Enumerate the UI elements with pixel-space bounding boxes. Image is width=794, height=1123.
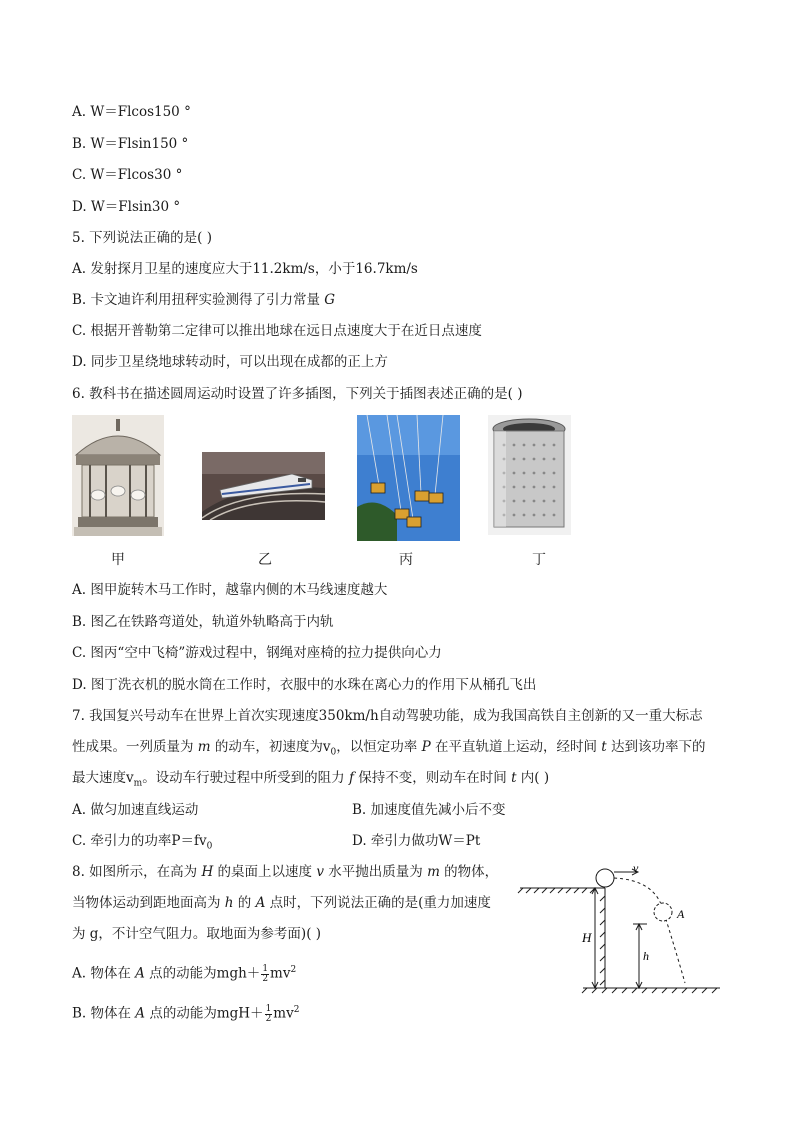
- q5-option-b-text: B. 卡文迪许利用扭秤实验测得了引力常量: [72, 292, 325, 308]
- q8-var-h: h: [224, 895, 234, 911]
- q8-var-H: H: [201, 864, 214, 880]
- q7-var-p: P: [421, 739, 431, 755]
- carousel-image: [72, 415, 164, 536]
- q7-option-d: D. 牵引力做功W＝Pt: [352, 833, 481, 849]
- q7-option-c-text: C. 牵引力的功率P＝fv: [72, 833, 207, 849]
- q5-stem: 5. 下列说法正确的是( ): [72, 230, 212, 246]
- q4-option-c: C. W＝Flcos30 °: [72, 167, 183, 183]
- q7-stem-line2: [72, 737, 705, 763]
- q8-option-a-text: A. 物体在: [72, 965, 136, 982]
- q7-option-b: B. 加速度值先减小后不变: [352, 802, 506, 818]
- q6-option-a: A. 图甲旋转木马工作时，越靠内侧的木马线速度越大: [72, 582, 388, 598]
- q8-stem-line3: 为 g，不计空气阻力。取地面为参考面)( ): [72, 926, 322, 942]
- q7-text: 达到该功率下的: [606, 739, 706, 755]
- q7-option-c-sub: 0: [206, 841, 213, 852]
- fig-label-v: v: [633, 861, 639, 875]
- table-hatch: [518, 888, 595, 893]
- q8-option-b-text: B. 物体在: [72, 1005, 136, 1022]
- q8-option-a-text: 点的动能为mgh＋: [144, 965, 261, 982]
- q7-text: 。设动车行驶过程中所受到的阻力: [142, 770, 349, 786]
- q7-text: 最大速度v: [72, 770, 134, 786]
- q7-text: 性成果。一列质量为: [72, 739, 198, 755]
- fraction-numerator: 1: [265, 1003, 272, 1014]
- q6-stem: 6. 教科书在描述圆周运动时设置了许多插图，下列关于插图表述正确的是( ): [72, 386, 523, 402]
- q7-text: 保持不变，则动车在时间: [353, 770, 512, 786]
- q6-option-d: D. 图丁洗衣机的脱水筒在工作时，衣服中的水珠在离心力的作用下从桶孔飞出: [72, 677, 537, 693]
- q8-var-v: v: [316, 864, 324, 880]
- q7-text: 的动车，初速度为v: [210, 739, 331, 755]
- q8-text: 的物体，: [439, 864, 499, 880]
- q8-var-A: A: [255, 895, 266, 911]
- q7-var-t: t: [601, 739, 607, 755]
- q4-option-d: D. W＝Flsin30 °: [72, 199, 181, 215]
- fraction-denominator: 2: [265, 1013, 272, 1024]
- q7-sub: 0: [330, 747, 337, 758]
- q8-option-a-var: A: [135, 965, 145, 982]
- q5-option-b-var: G: [324, 292, 336, 308]
- q8-option-a-sup: 2: [290, 965, 297, 975]
- q7-stem-line3: [72, 768, 549, 794]
- q8-text: 的: [233, 895, 256, 911]
- fraction: [265, 1005, 273, 1024]
- q7-var-f: f: [348, 770, 354, 786]
- q5-option-b: [72, 290, 335, 310]
- q6-option-b: B. 图乙在铁路弯道处，轨道外轨略高于内轨: [72, 614, 334, 630]
- q8-text: 点时，下列说法正确的是(重力加速度: [265, 895, 491, 911]
- q8-option-b-var: A: [135, 1005, 146, 1022]
- caption-bing: 丙: [399, 552, 413, 568]
- q7-var-t: t: [511, 770, 517, 786]
- q4-option-b: B. W＝Flsin150 °: [72, 136, 189, 152]
- fraction-numerator: 1: [262, 963, 269, 974]
- q7-text: 内( ): [516, 770, 550, 786]
- projectile-diagram: [515, 858, 725, 998]
- fig-label-h: h: [643, 949, 649, 963]
- q8-option-a-text: mv: [270, 965, 291, 982]
- q7-sub: m: [133, 778, 143, 789]
- q8-text: 的桌面上以速度: [213, 864, 317, 880]
- q8-option-b-text: 点的动能为mgH＋: [145, 1005, 264, 1022]
- caption-jia: 甲: [111, 552, 125, 568]
- q7-var-m: m: [197, 739, 211, 755]
- train-image: [202, 452, 325, 520]
- q8-text: 水平抛出质量为: [323, 864, 428, 880]
- q6-option-c: C. 图丙“空中飞椅”游戏过程中，钢绳对座椅的拉力提供向心力: [72, 645, 442, 661]
- fig-label-H: H: [582, 930, 592, 945]
- swing-ride-image: [357, 415, 460, 541]
- caption-yi: 乙: [258, 552, 272, 568]
- q8-option-b-sup: 2: [293, 1005, 300, 1015]
- fig-label-A: A: [677, 907, 685, 921]
- q8-option-b-text: mv: [273, 1005, 294, 1022]
- q5-option-a: A. 发射探月卫星的速度应大于11.2km/s，小于16.7km/s: [72, 261, 418, 277]
- q7-option-c: [72, 831, 212, 857]
- q8-var-m: m: [427, 864, 440, 880]
- spin-drum-image: [488, 415, 571, 535]
- q7-stem-line1: 7. 我国复兴号动车在世界上首次实现速度350km/h自动驾驶功能，成为我国高铁自主创新的又一重大标志: [72, 708, 703, 724]
- q8-option-a: [72, 960, 296, 984]
- q8-stem-line2: [72, 893, 491, 913]
- q8-option-b: [72, 1000, 299, 1024]
- fraction-denominator: 2: [262, 973, 269, 984]
- fraction: [261, 965, 269, 984]
- q8-text: 8. 如图所示，在高为: [72, 864, 202, 880]
- q5-option-c: C. 根据开普勒第二定律可以推出地球在远日点速度大于在近日点速度: [72, 323, 482, 339]
- q5-option-d: D. 同步卫星绕地球转动时，可以出现在成都的正上方: [72, 354, 388, 370]
- caption-ding: 丁: [532, 552, 546, 568]
- q7-option-a: A. 做匀加速直线运动: [72, 802, 199, 818]
- q8-stem-line1: [72, 862, 498, 882]
- q8-text: 当物体运动到距地面高为: [72, 895, 225, 911]
- q7-text: ，以恒定功率: [336, 739, 422, 755]
- q4-option-a: A. W＝Flcos150 °: [72, 104, 191, 120]
- q7-text: 在平直轨道上运动，经时间: [430, 739, 602, 755]
